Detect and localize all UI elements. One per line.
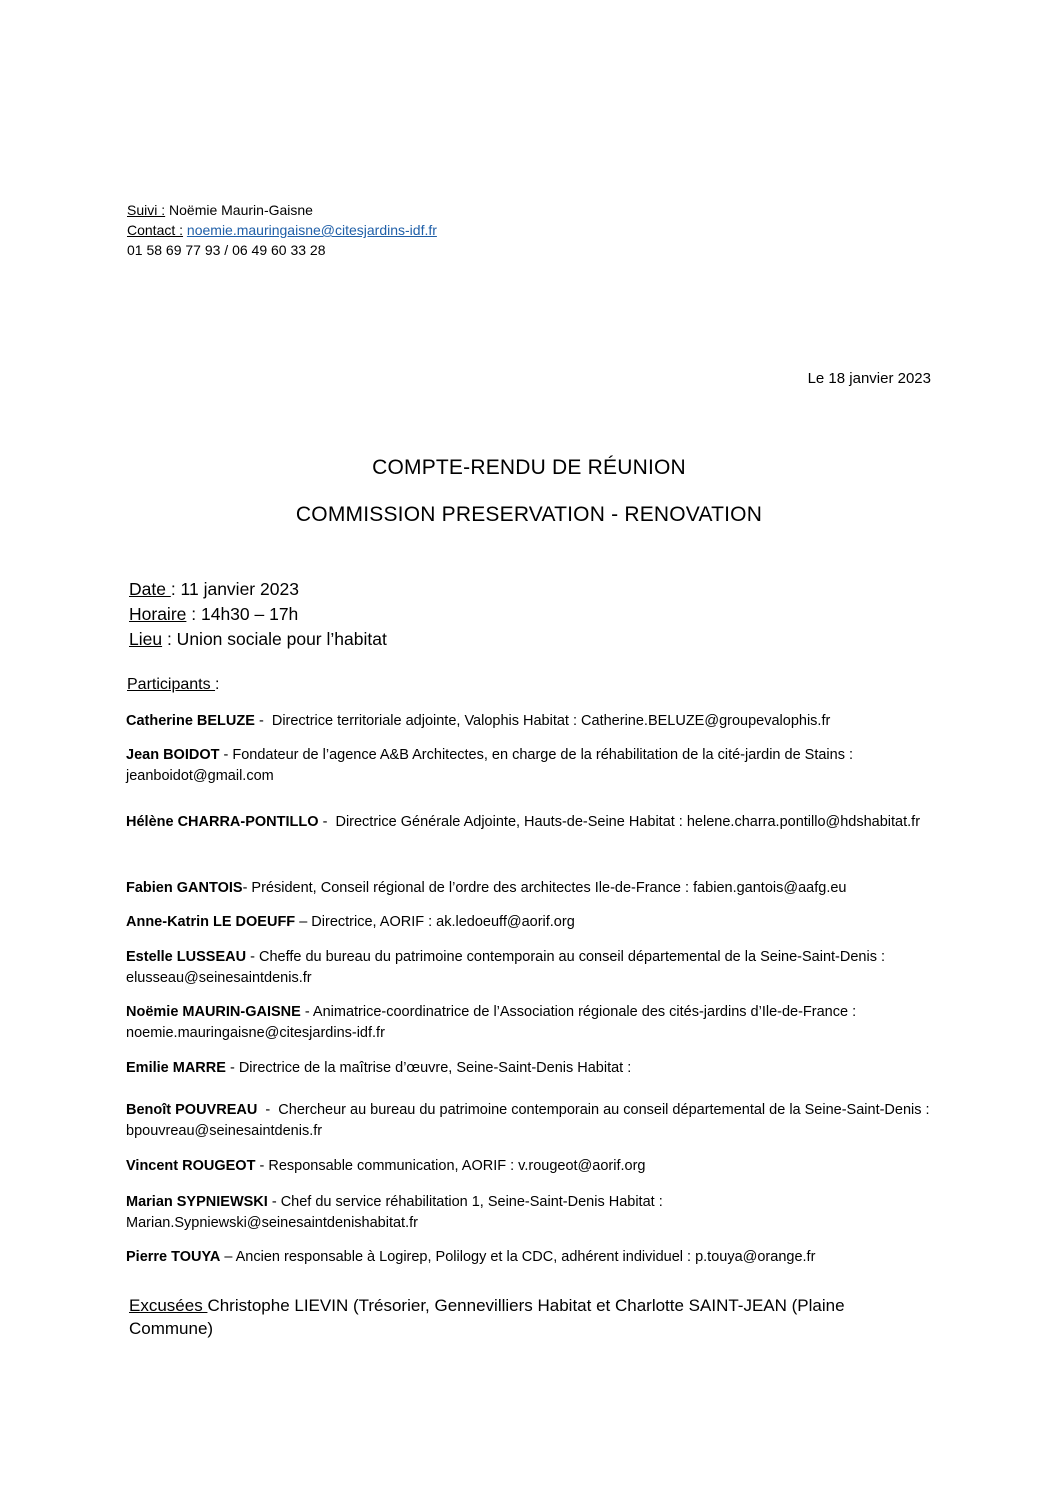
- participants-heading-colon: :: [215, 676, 220, 693]
- excused-text: Christophe LIEVIN (Trésorier, Gennevilliers Habitat et Charlotte SAINT-JEAN (Plaine Commune): [129, 1296, 845, 1338]
- participant-description: Chef du service réhabilitation 1, Seine-Saint-Denis Habitat : Marian.Sypniewski@seinesaintdenishabitat.fr: [126, 1194, 663, 1231]
- participant-separator: –: [295, 914, 312, 930]
- suivi-label: Suivi :: [127, 202, 166, 218]
- excused-section: [129, 1294, 889, 1340]
- document-subtitle: COMMISSION PRESERVATION - RENOVATION: [295, 503, 763, 526]
- suivi-value: Noëmie Maurin-Gaisne: [165, 202, 313, 218]
- document-date: Le 18 janvier 2023: [807, 370, 931, 387]
- participant-separator: -: [318, 814, 336, 830]
- participant-description: Directrice de la maîtrise d’œuvre, Seine-Saint-Denis Habitat :: [238, 1060, 632, 1076]
- suivi-line: [127, 200, 437, 220]
- participant-separator: -: [255, 1158, 269, 1174]
- participant-name: Catherine BELUZE: [126, 713, 255, 729]
- contact-email-link[interactable]: noemie.mauringaisne@citesjardins-idf.fr: [186, 222, 437, 238]
- participant-entry: [126, 1002, 936, 1044]
- participant-description: Ancien responsable à Logirep, Polilogy et la CDC, adhérent individuel : p.touya@orange.fr: [235, 1249, 816, 1265]
- participant-entry: [126, 912, 936, 933]
- participant-name: Vincent ROUGEOT: [126, 1158, 256, 1174]
- contact-label: Contact :: [127, 222, 184, 238]
- participant-entry: [126, 1058, 936, 1079]
- participant-separator: -: [246, 949, 259, 965]
- participant-description: Chercheur au bureau du patrimoine contemporain au conseil départemental de la Seine-Saint-Denis : bpouvreau@seinesaintdenis.fr: [126, 1102, 930, 1139]
- participant-name: Pierre TOUYA: [126, 1249, 221, 1265]
- participant-entry: [126, 711, 936, 732]
- participant-name: Hélène CHARRA-PONTILLO: [126, 814, 319, 830]
- participant-name: Benoît POUVREAU: [126, 1102, 258, 1118]
- participant-entry: [126, 1156, 936, 1177]
- participant-description: Directrice Générale Adjointe, Hauts-de-Seine Habitat : helene.charra.pontillo@hdshabitat.fr: [335, 814, 921, 830]
- participant-entry: [126, 1100, 936, 1142]
- meeting-place-value: : Union sociale pour l’habitat: [162, 629, 387, 649]
- participants-heading: [127, 676, 220, 694]
- participant-description: Fondateur de l’agence A&B Architectes, en charge de la réhabilitation de la cité-jardin de Stains : jeanboidot@gmail.com: [126, 747, 854, 784]
- phone-line: 01 58 69 77 93 / 06 49 60 33 28: [127, 242, 326, 258]
- participant-name: Marian SYPNIEWSKI: [126, 1194, 268, 1210]
- document-title: COMPTE-RENDU DE RÉUNION: [372, 456, 686, 479]
- participant-name: Estelle LUSSEAU: [126, 949, 247, 965]
- participant-separator: -: [225, 1060, 239, 1076]
- participant-description: Directrice territoriale adjointe, Valophis Habitat : Catherine.BELUZE@groupevalophis.fr: [271, 713, 831, 729]
- participant-separator: -: [267, 1194, 281, 1210]
- participant-name: Noëmie MAURIN-GAISNE: [126, 1004, 301, 1020]
- participant-name: Jean BOIDOT: [126, 747, 220, 763]
- meeting-time-value: : 14h30 – 17h: [186, 604, 299, 624]
- participant-separator: -: [257, 1102, 279, 1118]
- meeting-place: [129, 627, 387, 652]
- participant-name: Fabien GANTOIS: [126, 880, 243, 896]
- participant-description: Animatrice-coordinatrice de l’Association régionale des cités-jardins d’Ile-de-France : noemie.mauringaisne@citesjardins-idf.fr: [126, 1004, 857, 1041]
- participant-separator: -: [300, 1004, 313, 1020]
- participant-entry: [126, 812, 936, 833]
- meeting-date-label: Date: [129, 579, 171, 599]
- participant-entry: [126, 1192, 936, 1234]
- participant-entry: [126, 878, 936, 899]
- meeting-date: [129, 577, 387, 602]
- meeting-time: [129, 602, 387, 627]
- participant-separator: -: [254, 713, 272, 729]
- participant-separator: –: [220, 1249, 236, 1265]
- participant-description: Responsable communication, AORIF : v.rougeot@aorif.org: [268, 1158, 646, 1174]
- participant-description: Président, Conseil régional de l’ordre des architectes Ile-de-France : fabien.gantois@aafg.eu: [251, 880, 847, 896]
- participant-entry: [126, 947, 936, 989]
- participant-name: Emilie MARRE: [126, 1060, 226, 1076]
- contact-line: [127, 220, 437, 240]
- meeting-place-label: Lieu: [129, 629, 163, 649]
- participants-heading-label: Participants: [127, 676, 216, 693]
- participant-entry: [126, 1247, 936, 1268]
- participant-entry: [126, 745, 936, 787]
- meeting-time-label: Horaire: [129, 604, 187, 624]
- excused-label: Excusées: [129, 1296, 208, 1315]
- meeting-date-value: : 11 janvier 2023: [170, 579, 299, 599]
- participant-separator: -: [242, 880, 252, 896]
- participant-separator: -: [219, 747, 233, 763]
- participant-description: Cheffe du bureau du patrimoine contemporain au conseil départemental de la Seine-Saint-Denis : elusseau@seinesaintdenis.fr: [126, 949, 886, 986]
- contact-block: [127, 200, 437, 260]
- participant-description: Directrice, AORIF : ak.ledoeuff@aorif.org: [311, 914, 575, 930]
- meeting-details: [129, 577, 387, 652]
- participant-name: Anne-Katrin LE DOEUFF: [126, 914, 296, 930]
